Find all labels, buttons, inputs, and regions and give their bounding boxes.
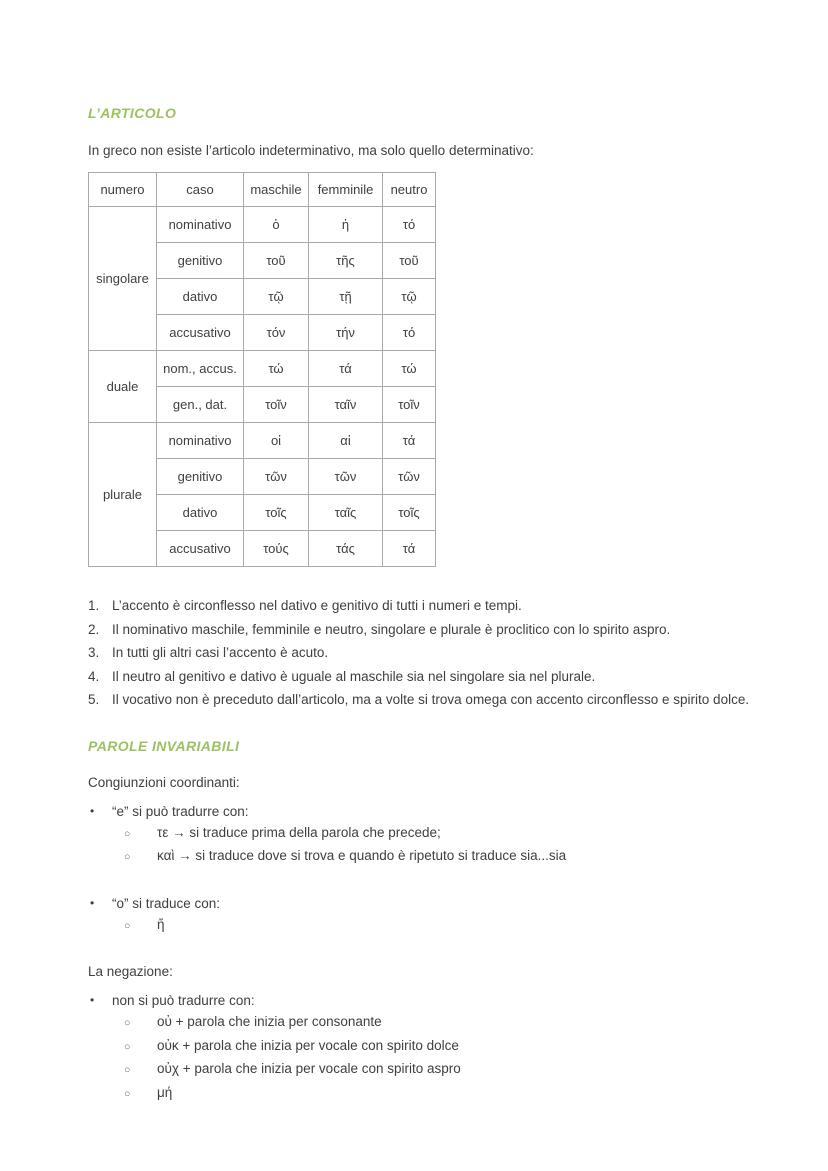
column-header-neutro: neutro	[383, 173, 436, 207]
section-title-articolo: L’ARTICOLO	[88, 105, 177, 121]
article-declension-table	[88, 172, 436, 567]
bullet-label: non si può tradurre con:	[112, 993, 255, 1009]
femminile-cell: τῇ	[309, 279, 383, 315]
bullet-label: “e” si può tradurre con:	[112, 803, 249, 819]
bullet-row	[88, 893, 758, 914]
femminile-cell: τάς	[309, 531, 383, 567]
caso-cell: genitivo	[157, 243, 244, 279]
note-item	[88, 618, 758, 642]
bullet-item	[88, 801, 758, 869]
note-number: 3.	[88, 645, 100, 661]
femminile-cell: ταῖν	[309, 387, 383, 423]
note-item	[88, 688, 758, 712]
caso-cell: nom., accus.	[157, 351, 244, 387]
caso-cell: accusativo	[157, 315, 244, 351]
note-item	[88, 594, 758, 618]
neutro-cell: τῶν	[383, 459, 436, 495]
sub-bullet-row	[124, 914, 758, 938]
column-header-caso: caso	[157, 173, 244, 207]
sub-bullet-text: οὐ + parola che inizia per consonante	[157, 1014, 382, 1030]
note-text: Il neutro al genitivo e dativo è uguale al maschile sia nel singolare sia nel plurale.	[112, 668, 596, 684]
intro-paragraph: In greco non esiste l’articolo indeterminativo, ma solo quello determinativo:	[88, 143, 534, 158]
table-header-row	[89, 173, 436, 207]
bullet-item	[88, 990, 758, 1105]
femminile-cell: τῶν	[309, 459, 383, 495]
bullet-item	[88, 893, 758, 938]
bullet-dot-icon: •	[90, 895, 95, 910]
column-header-numero: numero	[89, 173, 157, 207]
caso-cell: accusativo	[157, 531, 244, 567]
circle-bullet-icon: ○	[124, 851, 131, 864]
neutro-cell: τό	[383, 315, 436, 351]
numero-cell: plurale	[89, 423, 157, 567]
sub-bullet-row	[124, 1035, 758, 1059]
negation-bullet-list	[88, 990, 758, 1105]
maschile-cell: τόν	[244, 315, 309, 351]
negation-label: La negazione:	[88, 964, 173, 980]
neutro-cell: τώ	[383, 351, 436, 387]
sub-bullet-text: καὶ → si traduce dove si trova e quando è ripetuto si traduce sia...sia	[157, 848, 567, 864]
sub-bullet-row	[124, 845, 758, 869]
sub-bullet-row	[124, 1011, 758, 1035]
note-text: Il nominativo maschile, femminile e neutro, singolare e plurale è proclitico con lo spirito aspro.	[112, 621, 671, 637]
caso-cell: nominativo	[157, 423, 244, 459]
note-text: L’accento è circonflesso nel dativo e genitivo di tutti i numeri e tempi.	[112, 598, 522, 613]
bullet-dot-icon: •	[90, 803, 95, 818]
bullet-dot-icon: •	[90, 993, 95, 1008]
femminile-cell: ἡ	[309, 207, 383, 243]
neutro-cell: τῷ	[383, 279, 436, 315]
maschile-cell: τῷ	[244, 279, 309, 315]
femminile-cell: τῆς	[309, 243, 383, 279]
sub-bullet-text: μή	[157, 1084, 173, 1100]
note-number: 4.	[88, 668, 100, 684]
column-header-maschile: maschile	[244, 173, 309, 207]
conjunction-bullet-list	[88, 801, 758, 938]
circle-bullet-icon: ○	[124, 827, 131, 840]
note-item	[88, 641, 758, 665]
circle-bullet-icon: ○	[124, 1040, 131, 1053]
maschile-cell: τοῦ	[244, 243, 309, 279]
table-row	[89, 351, 436, 387]
table-header	[89, 173, 436, 207]
caso-cell: genitivo	[157, 459, 244, 495]
sub-bullet-text: ἤ	[157, 916, 165, 932]
section-parole-invariabili	[88, 738, 758, 1106]
caso-cell: dativo	[157, 279, 244, 315]
femminile-cell: ταῖς	[309, 495, 383, 531]
note-number: 2.	[88, 621, 100, 637]
caso-cell: dativo	[157, 495, 244, 531]
table-body	[89, 207, 436, 567]
sub-bullet-text: οὐκ + parola che inizia per vocale con spirito dolce	[157, 1037, 459, 1053]
neutro-cell: τοῖν	[383, 387, 436, 423]
femminile-cell: τά	[309, 351, 383, 387]
table-row	[89, 423, 436, 459]
sub-bullet-row	[124, 822, 758, 846]
caso-cell: nominativo	[157, 207, 244, 243]
table-row	[89, 207, 436, 243]
maschile-cell: ὁ	[244, 207, 309, 243]
sub-bullet-text: τε → si traduce prima della parola che precede;	[157, 824, 441, 840]
numero-cell: duale	[89, 351, 157, 423]
bullet-label: “o” si traduce con:	[112, 895, 221, 911]
maschile-cell: τοῖς	[244, 495, 309, 531]
sub-bullet-text: οὐχ + parola che inizia per vocale con spirito aspro	[157, 1061, 461, 1077]
maschile-cell: τούς	[244, 531, 309, 567]
maschile-cell: τώ	[244, 351, 309, 387]
sub-bullet-row	[124, 1082, 758, 1106]
circle-bullet-icon: ○	[124, 1087, 131, 1100]
note-number: 1.	[88, 598, 100, 613]
maschile-cell: τῶν	[244, 459, 309, 495]
circle-bullet-icon: ○	[124, 1064, 131, 1077]
neutro-cell: τά	[383, 531, 436, 567]
note-text: Il vocativo non è preceduto dall’articolo, ma a volte si trova omega con accento circonflesso e spirito dolce.	[112, 692, 750, 708]
sub-bullet-row	[124, 1058, 758, 1082]
femminile-cell: αἱ	[309, 423, 383, 459]
numbered-notes-list	[88, 594, 758, 712]
circle-bullet-icon: ○	[124, 1017, 131, 1030]
neutro-cell: τό	[383, 207, 436, 243]
conjunctions-label: Congiunzioni coordinanti:	[88, 774, 240, 790]
bullet-row	[88, 801, 758, 822]
section-title-parole-invariabili: PAROLE INVARIABILI	[88, 737, 240, 754]
bullet-row	[88, 990, 758, 1011]
neutro-cell: τοῦ	[383, 243, 436, 279]
femminile-cell: τήν	[309, 315, 383, 351]
caso-cell: gen., dat.	[157, 387, 244, 423]
column-header-femminile: femminile	[309, 173, 383, 207]
numero-cell: singolare	[89, 207, 157, 351]
circle-bullet-icon: ○	[124, 919, 131, 932]
maschile-cell: οἱ	[244, 423, 309, 459]
note-text: In tutti gli altri casi l’accento è acuto.	[112, 645, 329, 661]
neutro-cell: τοῖς	[383, 495, 436, 531]
note-item	[88, 665, 758, 689]
note-number: 5.	[88, 692, 100, 708]
maschile-cell: τοῖν	[244, 387, 309, 423]
neutro-cell: τά	[383, 423, 436, 459]
